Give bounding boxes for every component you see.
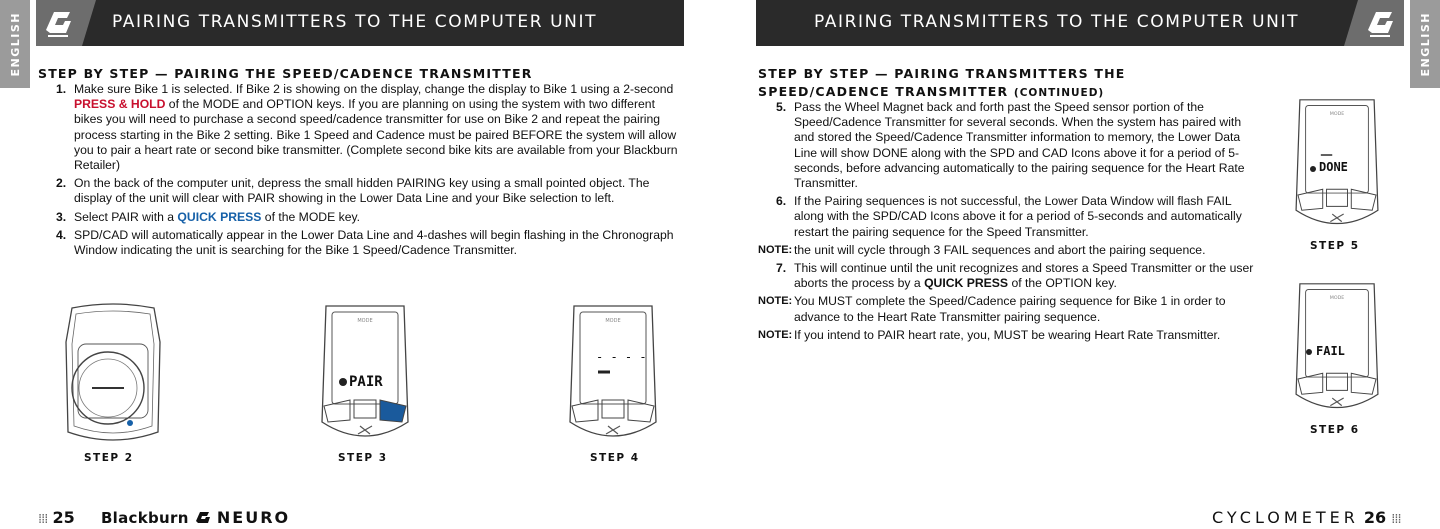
blackburn-logo [36, 0, 82, 46]
caption-step-3: STEP 3 [338, 452, 388, 464]
svg-text:MODE: MODE [357, 318, 373, 324]
lcd-done-text: DONE [1319, 160, 1348, 174]
bike-indicator-dot [1310, 166, 1316, 172]
footer-dots-icon: ⁞⁞⁞ [1391, 512, 1401, 527]
step-item: 3. Select PAIR with a QUICK PRESS of the MODE key. [56, 209, 361, 224]
note-item: NOTE: If you intend to PAIR heart rate, you, MUST be wearing Heart Rate Transmitter. [758, 327, 1221, 342]
svg-text:MODE: MODE [1329, 296, 1345, 302]
page-title: PAIRING TRANSMITTERS TO THE COMPUTER UNIT [112, 12, 598, 32]
caption-step-6: STEP 6 [1310, 424, 1360, 436]
page-title: PAIRING TRANSMITTERS TO THE COMPUTER UNIT [814, 12, 1300, 32]
header-bar [36, 0, 684, 46]
page-number: 25 [52, 508, 75, 527]
step-item: 2. On the back of the computer unit, depress the small hidden PAIRING key using a small pointed object. The display of the unit will clear with PAIR showing in the Lower Data Line and your Bike selection to left. [56, 176, 650, 206]
left-footer [38, 508, 290, 527]
footer-word: CYCLOMETER [1212, 508, 1359, 527]
lcd-dashes: - - - - [596, 350, 647, 364]
device-back-illustration [62, 302, 164, 451]
press-hold-highlight: PRESS & HOLD [74, 97, 166, 112]
steps-list [758, 100, 1264, 346]
step-item: 7. This will continue until the unit recognizes and stores a Speed Transmitter or the user aborts the process by a QUICK PRESS of the OPTION key. [776, 261, 1254, 291]
device-front-icon [568, 302, 658, 447]
footer-dots-icon: ⁞⁞⁞ [38, 512, 48, 527]
section-title-line-2: SPEED/CADENCE TRANSMITTER (CONTINUED) [758, 84, 1105, 99]
step-item: 1. Make sure Bike 1 is selected. If Bike 2 is showing on the display, change the display to Bike 1 using a 2-second PRESS & HOLD of the MODE and OPTION keys. If you are planning on using the system with two different bikes you will need to purchase a second speed/cadence transmitter for use on Bike 2 and repeat the pairing process starting in the Bike 2 setting. Bike 1 Speed and Cadence must be paired BEFORE the system will allow you to pair a heart rate or second bike transmitter. (Complete second bike kits are available from your Blackburn Retailer) [56, 82, 678, 173]
lcd-fail-text: FAIL [1316, 344, 1345, 358]
brand-name: Blackburn [100, 509, 189, 527]
right-page [720, 0, 1440, 529]
quick-press-highlight: QUICK PRESS [924, 276, 1009, 291]
blackburn-mark-icon [194, 509, 212, 525]
note-item: NOTE: You MUST complete the Speed/Cadence pairing sequence for Bike 1 in order to advance to the Heart Rate Transmitter pairing sequence. [758, 294, 1226, 324]
language-tab: ENGLISH [0, 0, 30, 88]
bike-indicator-dot [1306, 349, 1312, 355]
svg-text:MODE: MODE [1329, 112, 1345, 118]
caption-step-5: STEP 5 [1310, 240, 1360, 252]
blackburn-logo [1358, 0, 1404, 46]
device-illustration-step-4 [568, 302, 658, 452]
language-tab: ENGLISH [1410, 0, 1440, 88]
blackburn-logo-icon [36, 0, 82, 46]
section-title-line-1: STEP BY STEP — PAIRING TRANSMITTERS THE [758, 66, 1126, 81]
section-title: STEP BY STEP — PAIRING THE SPEED/CADENCE TRANSMITTER [38, 66, 533, 81]
device-back-icon [62, 302, 164, 446]
step-item: 4. SPD/CAD will automatically appear in the Lower Data Line and 4-dashes will begin flashing in the Chronograph Window indicating the unit is searching for the Bike 1 Speed/Cadence Transmitter. [56, 227, 674, 258]
step-item: 5. Pass the Wheel Magnet back and forth past the Speed sensor portion of the Speed/Cadence Transmitter for several seconds. When the system has paired with and stored the Speed/Cadence Transmitter information to memory, the Lower Data Line will show DONE along with the SPD and CAD Icons above it for a period of 5-seconds, before advancing automatically to the pairing sequence for the Heart Rate Transmitter. [776, 100, 1245, 191]
header-bar [756, 0, 1404, 46]
step-item: 6. If the Pairing sequences is not successful, the Lower Data Window will flash FAIL along with the SPD/CAD Icons above it for a period of 5-seconds and automatically restart the pairing sequence for the Speed Transmitter. [776, 194, 1242, 239]
header-slash [82, 0, 96, 46]
svg-text:MODE: MODE [605, 318, 621, 324]
caption-step-4: STEP 4 [590, 452, 640, 464]
bike-indicator-dot [339, 378, 347, 386]
page-number: 26 [1363, 508, 1387, 527]
note-item: NOTE: the unit will cycle through 3 FAIL sequences and abort the pairing sequence. [758, 242, 1206, 257]
product-name: NEURO [216, 508, 291, 527]
lcd-pair-text: PAIR [349, 374, 383, 390]
continued-label: (CONTINUED) [1013, 87, 1105, 99]
right-footer [1212, 508, 1401, 527]
blackburn-logo-icon [1358, 0, 1404, 46]
header-slash [1344, 0, 1358, 46]
steps-list [56, 82, 684, 261]
quick-press-highlight: QUICK PRESS [177, 209, 262, 224]
caption-step-2: STEP 2 [84, 452, 134, 464]
